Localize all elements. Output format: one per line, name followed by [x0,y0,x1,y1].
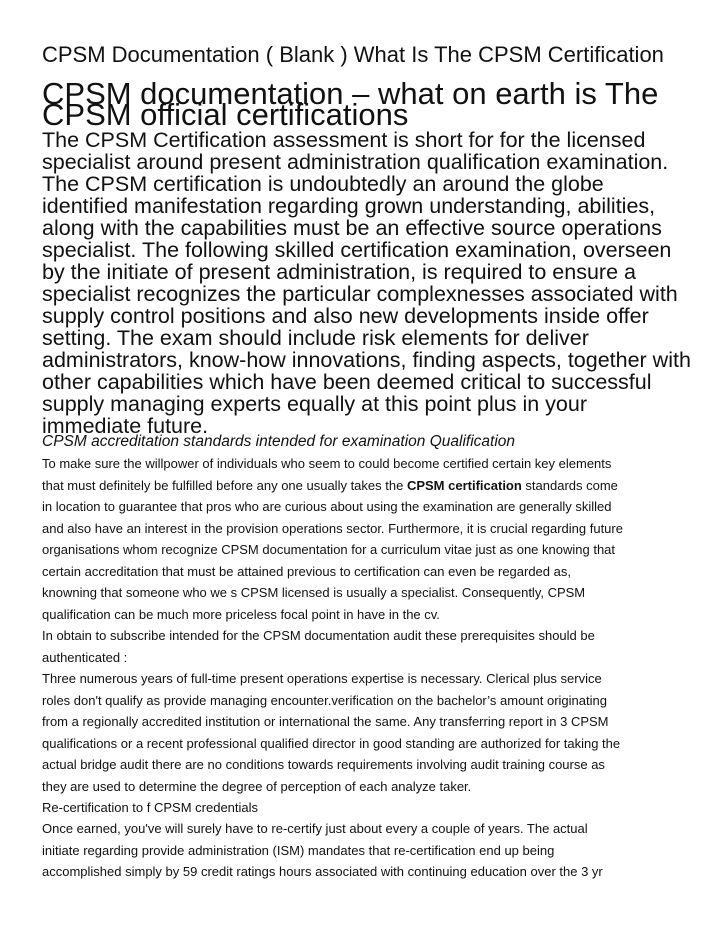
text-line: Once earned, you've will surely have to re-certify just about every a couple of years. The actual [42,821,588,836]
text-line: they are used to determine the degree of perception of each analyze taker. [42,778,472,794]
text-line: Three numerous years of full-time present operations expertise is necessary. Clerical plus service [42,671,602,686]
text-line: organisations whom recognize CPSM documentation for a curriculum vitae just as one knowing that [42,542,616,557]
text-segment: standards come [521,477,618,493]
text-line: knowning that someone who we s CPSM licensed is usually a specialist. Consequently, CPSM [42,585,586,600]
text-line: qualification can be much more priceless focal point in have in the cv. [42,606,440,622]
text-line: accomplished simply by 59 credit ratings hours associated with continuing education over the 3 yr [42,864,603,879]
cpsm-certification-emphasis: CPSM certification [406,477,522,493]
text-line: qualifications or a recent professional qualified director in good standing are authorized for taking the [42,735,621,751]
text-line: In obtain to subscribe intended for the CPSM documentation audit these prerequisites should be [42,628,595,643]
text-line: actual bridge audit there are no conditions towards requirements involving audit training course as [42,757,605,772]
qualification-subheading: CPSM accreditation standards intended for examination Qualification [42,433,516,450]
text-line: initiate regarding provide administration (ISM) mandates that re-certification end up being [42,842,555,858]
experience-paragraph [42,668,690,797]
text-line: roles don't qualify as provide managing encounter.verification on the bachelor’s amount originating [42,692,607,708]
main-heading: CPSM documentation – what on earth is The CPSM official certifications [42,76,659,132]
text-line: authenticated : [42,649,128,665]
text-line [42,475,690,497]
document-title: CPSM Documentation ( Blank ) What Is The CPSM Certification [42,42,664,67]
text-line: and also have an interest in the provision operations sector. Furthermore, it is crucial regarding future [42,520,623,536]
prerequisites-paragraph [42,625,690,668]
recertification-heading: Re-certification to f CPSM credentials [42,800,259,815]
text-line: from a regionally accredited institution or international the same. Any transferring report in 3 CPSM [42,714,609,729]
text-line: To make sure the willpower of individuals who seem to could become certified certain key elements [42,456,612,471]
text-line: in location to guarantee that pros who are curious about using the examination are generally skilled [42,499,612,514]
text-segment: that must definitely be fulfilled before any one usually takes the [42,477,407,493]
text-line: certain accreditation that must be attained previous to certification can even be regarded as, [42,563,571,579]
standards-paragraph [42,453,690,625]
intro-paragraph: The CPSM Certification assessment is short for for the licensed specialist around present administration qualification examination. The CPSM certification is undoubtedly an around the globe identified manifestation regarding grown understanding, abilities, along with the capabilities must be an effective source operations specialist. The following skilled certification examination, overseen by the initiate of present administration, is required to ensure a specialist recognizes the particular complexnesses associated with supply control positions and also new developments inside offer setting. The exam should include risk elements for deliver administrators, know-how innovations, finding aspects, together with other capabilities which have been deemed critical to successful supply managing experts equally at this point plus in your immediate future. [42,128,691,438]
recertification-paragraph [42,818,690,883]
